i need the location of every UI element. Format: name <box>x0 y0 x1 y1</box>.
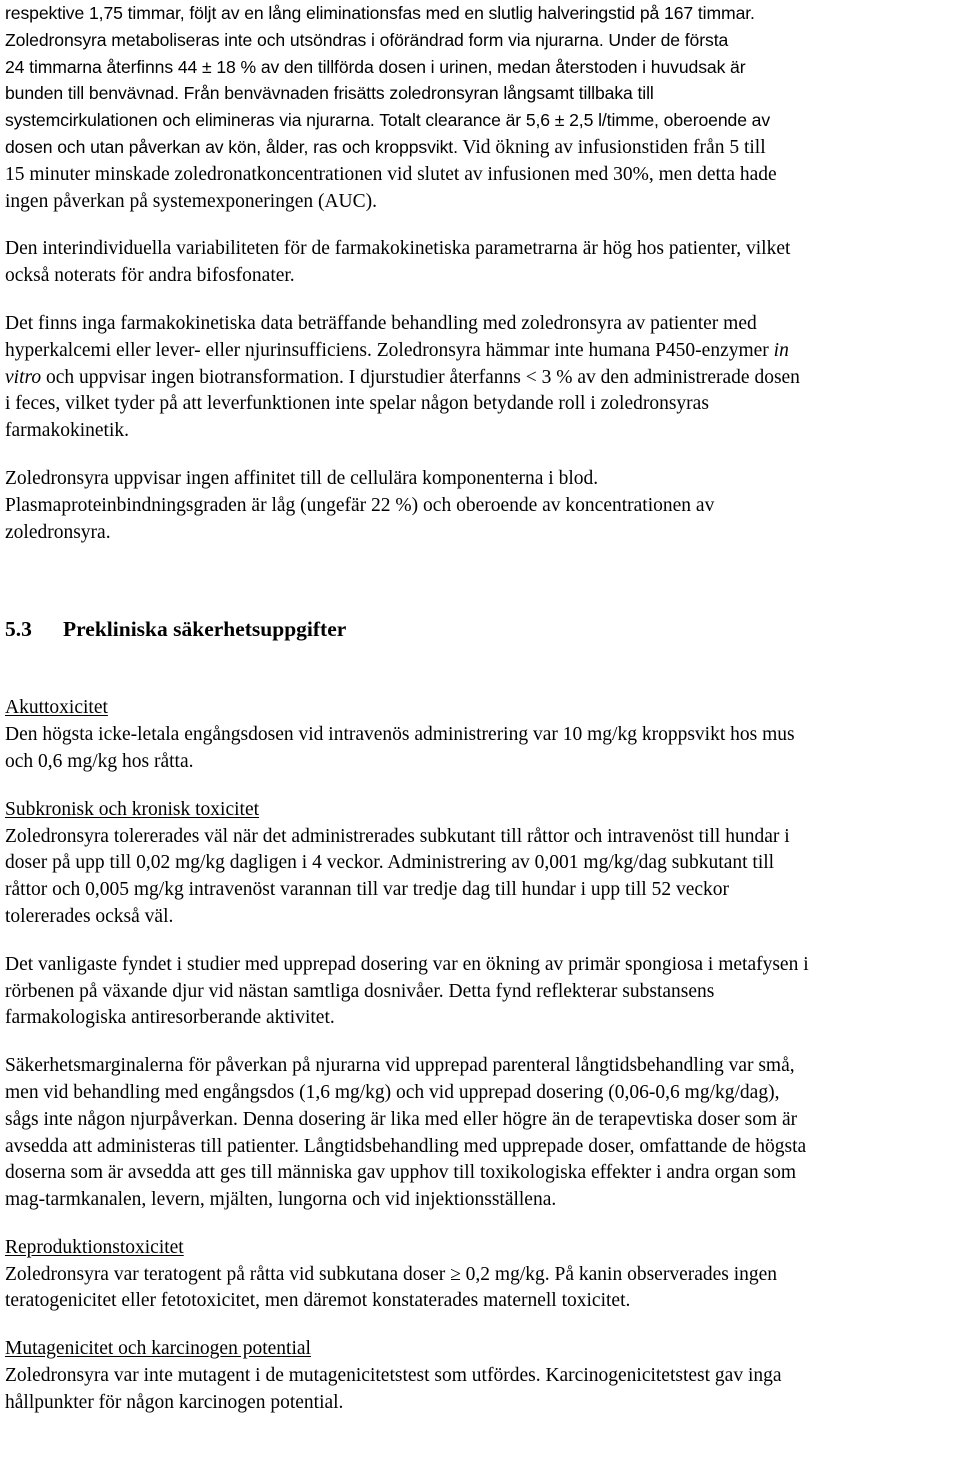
text-line: bunden till benvävnad. Från benvävnaden frisätts zoledronsyran långsamt tillbaka till <box>5 83 654 104</box>
text-line: mag-tarmkanalen, levern, mjälten, lungorna och vid injektionsställena. <box>5 1189 557 1211</box>
text-line: och 0,6 mg/kg hos råtta. <box>5 750 194 772</box>
text-line: tolererades också väl. <box>5 905 174 927</box>
reproduction-toxicity-section <box>5 1235 953 1315</box>
text-line: ingen påverkan på systemexponeringen (AUC). <box>5 190 378 212</box>
text-line: Säkerhetsmarginalerna för påverkan på njurarna vid upprepad parenteral långtidsbehandling var små, <box>5 1055 795 1077</box>
text-line: farmakokinetik. <box>5 420 129 442</box>
text-line: 15 minuter minskade zoledronatkoncentrationen vid slutet av infusionen med 30%, men detta hade <box>5 163 777 185</box>
text-line: 24 timmarna återfinns 44 ± 18 % av den tillförda dosen i urinen, medan återstoden i huvudsak är <box>5 56 746 77</box>
intro-paragraph <box>5 0 953 215</box>
text-span: Vid ökning av infusionstiden från 5 till <box>457 136 766 158</box>
text-line: Zoledronsyra tolererades väl när det administrerades subkutant till råttor och intravenöst till hundar i <box>5 825 790 847</box>
subheading-acute-toxicity: Akuttoxicitet <box>5 697 108 719</box>
section-title: Prekliniska säkerhetsuppgifter <box>63 617 347 642</box>
section-number: 5.3 <box>5 617 32 642</box>
section-heading <box>5 615 953 643</box>
chronic-toxicity-section <box>5 797 953 931</box>
italic-text: in <box>773 339 789 361</box>
text-line: respektive 1,75 timmar, följt av en lång eliminationsfas med en slutlig halveringstid på 167 timmar. <box>5 3 755 23</box>
subheading-mutagenicity: Mutagenicitet och karcinogen potential <box>5 1338 311 1360</box>
text-line: Zoledronsyra var inte mutagent i de mutagenicitetstest som utfördes. Karcinogenicitetstest gav inga <box>5 1365 782 1387</box>
text-line: hållpunkter för någon karcinogen potential. <box>5 1391 344 1413</box>
italic-text: vitro <box>5 366 42 388</box>
text-span: och uppvisar ingen biotransformation. I djurstudier återfanns < 3 % av den administrerade dosen <box>41 366 800 388</box>
text-line: Det vanligaste fyndet i studier med upprepad dosering var en ökning av primär spongiosa i metafysen i <box>5 953 809 975</box>
text-span: hyperkalcemi eller lever- eller njurinsufficiens. Zoledronsyra hämmar inte humana P450-enzymer <box>5 339 769 361</box>
subheading-chronic-toxicity: Subkronisk och kronisk toxicitet <box>5 798 260 820</box>
text-line: men vid behandling med engångsdos (1,6 mg/kg) och vid upprepad dosering (0,06-0,6 mg/kg/dag), <box>5 1081 780 1103</box>
text-line: rörbenen på växande djur vid nästan samtliga dosnivåer. Detta fynd reflekterar substansens <box>5 980 715 1002</box>
text-line: Zoledronsyra metaboliseras inte och utsöndras i oförändrad form via njurarna. Under de första <box>5 29 729 50</box>
acute-toxicity-section <box>5 695 953 775</box>
text-line: teratogenicitet eller fetotoxicitet, men däremot konstaterades maternell toxicitet. <box>5 1290 631 1312</box>
text-line <box>5 134 953 162</box>
text-line: Plasmaproteinbindningsgraden är låg (ungefär 22 %) och oberoende av koncentrationen av <box>5 494 715 516</box>
text-line <box>5 365 953 392</box>
text-line: råttor och 0,005 mg/kg intravenöst varannan till var tredje dag till hundar i upp till 52 veckor <box>5 879 730 901</box>
text-line: Zoledronsyra var teratogent på råtta vid subkutana doser ≥ 0,2 mg/kg. På kanin observerades ingen <box>5 1263 778 1285</box>
mutagenicity-section <box>5 1336 953 1416</box>
text-line: också noterats för andra bifosfonater. <box>5 265 295 287</box>
finding-paragraph <box>5 952 953 1032</box>
text-line: avsedda att administeras till patienter. Långtidsbehandling med upprepade doser, omfattande de högsta <box>5 1135 807 1157</box>
binding-paragraph <box>5 466 953 546</box>
text-line: Zoledronsyra uppvisar ingen affinitet till de cellulära komponenterna i blod. <box>5 467 599 489</box>
text-line: sågs inte någon njurpåverkan. Denna dosering är lika med eller högre än de terapevtiska doser som är <box>5 1108 798 1130</box>
variability-paragraph <box>5 236 953 290</box>
text-line: farmakologiska antiresorberande aktivitet. <box>5 1007 335 1029</box>
text-span: dosen och utan påverkan av kön, ålder, ras och kroppsvikt. <box>5 136 458 157</box>
text-line: zoledronsyra. <box>5 521 111 543</box>
text-line: Den högsta icke-letala engångsdosen vid intravenös administrering var 10 mg/kg kroppsvikt hos mus <box>5 724 795 746</box>
text-line: doser på upp till 0,02 mg/kg dagligen i 4 veckor. Administrering av 0,001 mg/kg/dag subkutant till <box>5 852 775 874</box>
document-page <box>5 0 953 1417</box>
text-line: doserna som är avsedda att ges till människa gav upphov till toxikologiska effekter i andra organ som <box>5 1162 797 1184</box>
text-line: systemcirkulationen och elimineras via njurarna. Totalt clearance är 5,6 ± 2,5 l/timme, oberoende av <box>5 110 771 131</box>
safety-margin-paragraph <box>5 1053 953 1214</box>
text-line <box>5 338 953 365</box>
subheading-reproduction-toxicity: Reproduktionstoxicitet <box>5 1236 184 1258</box>
text-line: Den interindividuella variabiliteten för de farmakokinetiska parametrarna är hög hos patienter, vilket <box>5 238 791 260</box>
pk-data-paragraph <box>5 311 953 445</box>
text-line: Det finns inga farmakokinetiska data beträffande behandling med zoledronsyra av patienter med <box>5 312 757 334</box>
text-line: i feces, vilket tyder på att leverfunktionen inte spelar någon betydande roll i zoledronsyras <box>5 393 709 415</box>
